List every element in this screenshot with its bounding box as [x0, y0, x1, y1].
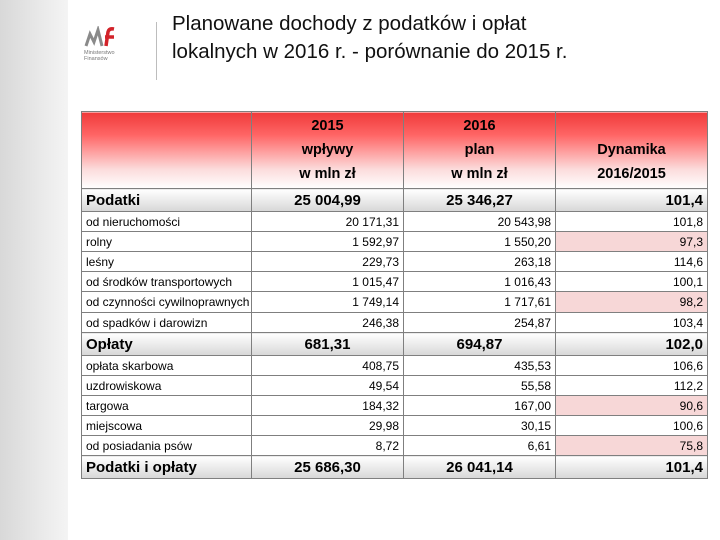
table-row [82, 416, 708, 436]
row-label: od posiadania psów [82, 436, 252, 456]
row-label: Opłaty [82, 333, 252, 356]
table-row [82, 292, 708, 313]
mf-logo-icon [84, 26, 124, 48]
table-row [82, 212, 708, 232]
value-2015: 20 171,31 [252, 212, 404, 232]
value-dynamics: 106,6 [556, 356, 708, 376]
value-2015: 229,73 [252, 252, 404, 272]
header-2015-unit: w mln zł [299, 166, 356, 182]
value-2015: 1 592,97 [252, 232, 404, 252]
value-2016: 694,87 [404, 333, 556, 356]
value-2015: 1 749,14 [252, 292, 404, 313]
row-label: targowa [82, 396, 252, 416]
title-line-2: lokalnych w 2016 r. - porównanie do 2015 r. [172, 40, 568, 63]
table-row [82, 272, 708, 292]
value-2015: 184,32 [252, 396, 404, 416]
value-2015: 25 004,99 [252, 189, 404, 212]
table-row-summary [82, 189, 708, 212]
value-2016: 254,87 [404, 313, 556, 333]
value-2016: 1 550,20 [404, 232, 556, 252]
value-2016: 435,53 [404, 356, 556, 376]
header-2015 [252, 112, 404, 189]
row-label: uzdrowiskowa [82, 376, 252, 396]
row-label: od środków transportowych [82, 272, 252, 292]
slide-title [172, 10, 712, 66]
value-dynamics-decline: 98,2 [556, 292, 708, 313]
value-2016: 20 543,98 [404, 212, 556, 232]
value-dynamics: 112,2 [556, 376, 708, 396]
table-row [82, 313, 708, 333]
table-row [82, 252, 708, 272]
value-2016: 1 717,61 [404, 292, 556, 313]
revenue-table [81, 111, 708, 479]
row-label: leśny [82, 252, 252, 272]
table-row-summary [82, 333, 708, 356]
header-dynamics-period: 2016/2015 [597, 166, 666, 182]
row-label: od nieruchomości [82, 212, 252, 232]
ministry-logo [84, 26, 144, 70]
row-label: od spadków i darowizn [82, 313, 252, 333]
value-2016: 263,18 [404, 252, 556, 272]
value-2016: 55,58 [404, 376, 556, 396]
value-2016: 6,61 [404, 436, 556, 456]
table-row [82, 356, 708, 376]
value-2015: 246,38 [252, 313, 404, 333]
value-dynamics-decline: 97,3 [556, 232, 708, 252]
value-2015: 1 015,47 [252, 272, 404, 292]
logo-text [84, 50, 144, 62]
header-label-cell [82, 112, 252, 189]
value-2016: 1 016,43 [404, 272, 556, 292]
value-2015: 681,31 [252, 333, 404, 356]
value-2016: 25 346,27 [404, 189, 556, 212]
table-row [82, 376, 708, 396]
value-dynamics-decline: 75,8 [556, 436, 708, 456]
title-line-1: Planowane dochody z podatków i opłat [172, 12, 527, 35]
header-row [82, 112, 708, 189]
header-2015-year: 2015 [311, 118, 344, 134]
value-2015: 408,75 [252, 356, 404, 376]
value-dynamics: 101,4 [556, 189, 708, 212]
logo-line-2: Finansów [84, 56, 108, 62]
header-dynamics [556, 112, 708, 189]
table-row [82, 436, 708, 456]
row-label: miejscowa [82, 416, 252, 436]
left-decorative-band [0, 0, 68, 540]
value-dynamics: 102,0 [556, 333, 708, 356]
value-2016: 26 041,14 [404, 456, 556, 479]
header-2016-year: 2016 [463, 118, 496, 134]
value-2015: 8,72 [252, 436, 404, 456]
table-row-total [82, 456, 708, 479]
value-2015: 25 686,30 [252, 456, 404, 479]
value-dynamics: 101,8 [556, 212, 708, 232]
row-label: rolny [82, 232, 252, 252]
header-dynamics-title: Dynamika [597, 142, 666, 158]
logo-line-1: Ministerstwo [84, 50, 115, 56]
header-2016 [404, 112, 556, 189]
row-label: opłata skarbowa [82, 356, 252, 376]
value-2015: 29,98 [252, 416, 404, 436]
value-2016: 167,00 [404, 396, 556, 416]
header-2016-unit: w mln zł [451, 166, 508, 182]
title-divider [156, 22, 157, 80]
table-row [82, 396, 708, 416]
table-row [82, 232, 708, 252]
header-2016-kind: plan [464, 142, 495, 158]
value-dynamics: 100,1 [556, 272, 708, 292]
value-dynamics-decline: 90,6 [556, 396, 708, 416]
row-label: Podatki i opłaty [82, 456, 252, 479]
value-2015: 49,54 [252, 376, 404, 396]
value-2016: 30,15 [404, 416, 556, 436]
value-dynamics: 100,6 [556, 416, 708, 436]
row-label: od czynności cywilnoprawnych [82, 292, 252, 313]
header-2015-kind: wpływy [301, 142, 354, 158]
row-label: Podatki [82, 189, 252, 212]
value-dynamics: 103,4 [556, 313, 708, 333]
value-dynamics: 101,4 [556, 456, 708, 479]
value-dynamics: 114,6 [556, 252, 708, 272]
